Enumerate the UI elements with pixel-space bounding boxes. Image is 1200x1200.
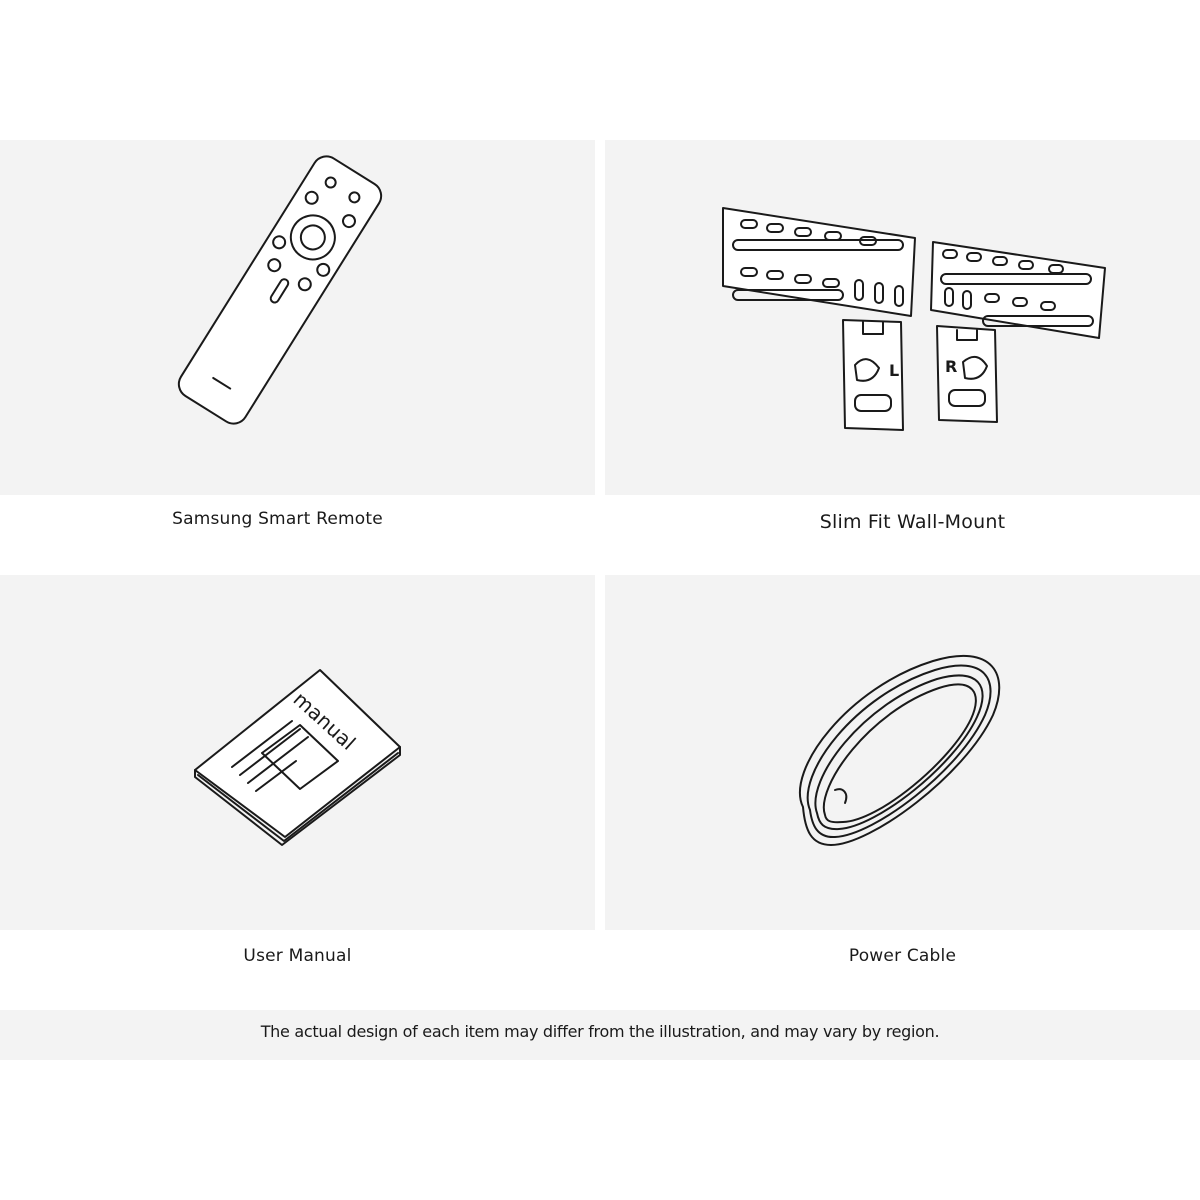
- remote-control-icon: [0, 140, 595, 495]
- coiled-cable-icon: [605, 575, 1200, 930]
- disclaimer-text: The actual design of each item may differ from the illustration, and may vary by region.: [260, 1022, 940, 1041]
- manual-caption: User Manual: [243, 946, 352, 966]
- cable-panel: [605, 575, 1200, 930]
- cable-caption: Power Cable: [848, 946, 957, 966]
- manual-cover-text: manual: [288, 686, 361, 755]
- manual-panel: [0, 575, 595, 930]
- remote-caption: Samsung Smart Remote: [172, 509, 383, 529]
- wall-mount-caption: Slim Fit Wall-Mount: [819, 511, 1006, 533]
- remote-panel: [0, 140, 595, 495]
- manual-booklet-icon: [0, 575, 595, 930]
- bracket-label-left: L: [889, 361, 900, 380]
- wall-mount-panel: [605, 140, 1200, 495]
- bracket-label-right: R: [945, 357, 958, 376]
- wall-mount-bracket-icon: [605, 140, 1200, 495]
